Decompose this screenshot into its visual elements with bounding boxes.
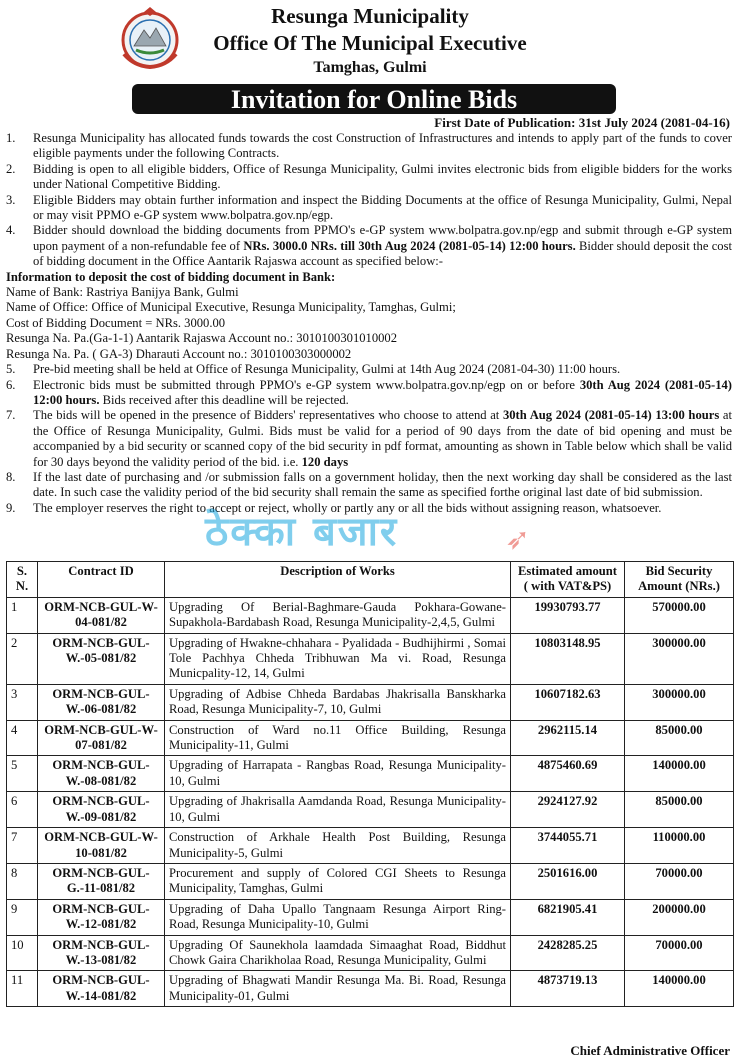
bank-line: Name of Bank: Rastriya Banijya Bank, Gulmi xyxy=(6,285,239,300)
bank-line: Name of Office: Office of Municipal Executive, Resunga Municipality, Tamghas, Gulmi; xyxy=(6,300,456,315)
cell-amt: 4873719.13 xyxy=(511,971,625,1007)
cell-desc: Upgrading of Hwakne-chhahara - Pyalidada - Budhijhirmi , Somai Tole Pachhya Chheda Tribhuwan Ma vi. Road, Resunga Municpality-12, 14, Gulmi xyxy=(165,633,511,684)
cell-desc: Upgrading of Bhagwati Mandir Resunga Ma. Bi. Road, Resunga Municipality-01, Gulmi xyxy=(165,971,511,1007)
watermark: ठेक्का बजार xyxy=(205,509,399,555)
cell-sn: 4 xyxy=(7,720,38,756)
cell-amt: 10607182.63 xyxy=(511,684,625,720)
cell-cid: ORM-NCB-GUL-W.-09-081/82 xyxy=(38,792,165,828)
cell-sn: 2 xyxy=(7,633,38,684)
notice-body xyxy=(6,131,732,516)
title-banner: Invitation for Online Bids xyxy=(132,84,616,114)
bank-line: Cost of Bidding Document = NRs. 3000.00 xyxy=(6,315,226,330)
table-row xyxy=(7,828,734,864)
table-row xyxy=(7,899,734,935)
cell-sec: 140000.00 xyxy=(625,971,734,1007)
list-item: 1. Resunga Municipality has allocated funds towards the cost Construction of Infrastructures and intends to apply part of the funds to cover eligible payments under the following Contracts. xyxy=(6,131,732,161)
table-header-row xyxy=(7,562,734,598)
cell-sec: 300000.00 xyxy=(625,684,734,720)
table-row xyxy=(7,756,734,792)
cell-cid: ORM-NCB-GUL-W-07-081/82 xyxy=(38,720,165,756)
cell-sec: 70000.00 xyxy=(625,863,734,899)
cell-sec: 70000.00 xyxy=(625,935,734,971)
cell-cid: ORM-NCB-GUL-W.-05-081/82 xyxy=(38,633,165,684)
table-row xyxy=(7,792,734,828)
cell-sec: 300000.00 xyxy=(625,633,734,684)
cell-desc: Upgrading of Jhakrisalla Aamdanda Road, Resunga Municipality-10, Gulmi xyxy=(165,792,511,828)
list-item: 4. Bidder should download the bidding documents from PPMO's e-GP system www.bolpatra.gov.np/egp and submit through e-GP system upon payment of a non-refundable fee of NRs. 3000.0 NRs. till 30th Aug 2024 (2081-05-14) 12:00 hours. Bidder should deposit the cost of bidding document in the Office Aantarik Rajaswa account as specified below:- xyxy=(6,223,733,269)
col-estimated-amount: Estimated amount ( with VAT&PS) xyxy=(511,562,625,598)
list-item: 5. Pre-bid meeting shall be held at Office of Resunga Municipality, Gulmi at 14th Aug 2024 (2081-04-30) 11:00 hours. xyxy=(6,362,621,377)
cell-amt: 4875460.69 xyxy=(511,756,625,792)
cell-sn: 6 xyxy=(7,792,38,828)
cell-desc: Procurement and supply of Colored CGI Sheets to Resunga Municipality, Tamghas, Gulmi xyxy=(165,863,511,899)
cell-desc: Upgrading of Adbise Chheda Bardabas Jhakrisalla Banskharka Road, Resunga Municipality-7, 10, Gulmi xyxy=(165,684,511,720)
cell-desc: Upgrading of Daha Upallo Tangnaam Resunga Airport Ring-Road, Resunga Municipality-10, Gulmi xyxy=(165,899,511,935)
cell-amt: 6821905.41 xyxy=(511,899,625,935)
cell-desc: Upgrading of Harrapata - Rangbas Road, Resunga Municipality-10, Gulmi xyxy=(165,756,511,792)
cell-cid: ORM-NCB-GUL-W.-06-081/82 xyxy=(38,684,165,720)
cell-cid: ORM-NCB-GUL-W.-08-081/82 xyxy=(38,756,165,792)
cell-sec: 85000.00 xyxy=(625,720,734,756)
cell-desc: Construction of Ward no.11 Office Building, Resunga Municipality-11, Gulmi xyxy=(165,720,511,756)
list-item: 2. Bidding is open to all eligible bidders, Office of Resunga Municipality, Gulmi invites electronic bids from eligible bidders for the works under National Competitive Bidding. xyxy=(6,161,732,192)
office-location: Tamghas, Gulmi xyxy=(313,59,427,76)
cell-sn: 10 xyxy=(7,935,38,971)
cell-sn: 1 xyxy=(7,597,38,633)
cell-sec: 570000.00 xyxy=(625,597,734,633)
list-item: 7. The bids will be opened in the presence of Bidders' representatives who choose to attend at 30th Aug 2024 (2081-05-14) 13:00 hours at the Office of Resunga Municipality, Gulmi. Bids must be valid for a period of 90 days from the date of bid opening and must be accompanied by a bid security or scanned copy of the bid security in pdf format, amounting as shown in Table below which shall be valid for 30 days beyond the validity period of the bid. i.e. 120 days xyxy=(6,408,732,469)
letterhead xyxy=(0,0,740,84)
cell-sn: 9 xyxy=(7,899,38,935)
cell-amt: 10803148.95 xyxy=(511,633,625,684)
cell-amt: 2924127.92 xyxy=(511,792,625,828)
cell-sn: 5 xyxy=(7,756,38,792)
cell-amt: 2501616.00 xyxy=(511,863,625,899)
list-item: 9. The employer reserves the right to accept or reject, wholly or partly any or all the bids without assigning reason, whatsoever. xyxy=(6,500,662,515)
cell-cid: ORM-NCB-GUL-W-10-081/82 xyxy=(38,828,165,864)
col-description: Description of Works xyxy=(165,562,511,598)
list-item: 6. Electronic bids must be submitted through PPMO's e-GP system www.bolpatra.gov.np/egp on or before 30th Aug 2024 (2081-05-14) 12:00 hours. Bids received after this deadline will be rejected. xyxy=(6,377,732,407)
cell-cid: ORM-NCB-GUL-W.-14-081/82 xyxy=(38,971,165,1007)
org-name: Resunga Municipality xyxy=(271,4,469,28)
cell-desc: Construction of Arkhale Health Post Building, Resunga Municipality-5, Gulmi xyxy=(165,828,511,864)
office-name: Office Of The Municipal Executive xyxy=(213,31,527,55)
cell-sn: 3 xyxy=(7,684,38,720)
cell-desc: Upgrading Of Saunekhola laamdada Simaaghat Road, Biddhut Chowk Gaira Charikholaa Road, Resunga Municipality, Gulmi xyxy=(165,935,511,971)
table-row xyxy=(7,935,734,971)
cell-amt: 19930793.77 xyxy=(511,597,625,633)
cell-sec: 110000.00 xyxy=(625,828,734,864)
cell-amt: 3744055.71 xyxy=(511,828,625,864)
cell-cid: ORM-NCB-GUL-W-04-081/82 xyxy=(38,597,165,633)
table-row xyxy=(7,684,734,720)
contracts-table xyxy=(6,561,734,1007)
table-row xyxy=(7,863,734,899)
bank-heading: Information to deposit the cost of bidding document in Bank: xyxy=(6,269,336,284)
col-bid-security: Bid Security Amount (NRs.) xyxy=(625,562,734,598)
cell-sn: 8 xyxy=(7,863,38,899)
table-row xyxy=(7,597,734,633)
cell-sec: 85000.00 xyxy=(625,792,734,828)
table-row xyxy=(7,720,734,756)
cell-desc: Upgrading Of Berial-Baghmare-Gauda Pokhara-Gowane-Supakhola-Bardabash Road, Resunga Municipality-2,4,5, Gulmi xyxy=(165,597,511,633)
cell-sn: 7 xyxy=(7,828,38,864)
cell-cid: ORM-NCB-GUL-W.-12-081/82 xyxy=(38,899,165,935)
signatory: Chief Administrative Officer xyxy=(570,1043,730,1058)
cell-cid: ORM-NCB-GUL-G.-11-081/82 xyxy=(38,863,165,899)
cell-sec: 200000.00 xyxy=(625,899,734,935)
bank-line: Resunga Na. Pa.(Ga-1-1) Aantarik Rajaswa Account no.: 3010100301010002 xyxy=(6,331,398,346)
cell-cid: ORM-NCB-GUL-W.-13-081/82 xyxy=(38,935,165,971)
cell-amt: 2428285.25 xyxy=(511,935,625,971)
table-row xyxy=(7,633,734,684)
list-item: 8. If the last date of purchasing and /or submission falls on a government holiday, then the next working day shall be considered as the last date. In such case the validity period of the bid security shall remain the same as specified forthe original last date of bid submission. xyxy=(6,469,732,500)
list-item: 3. Eligible Bidders may obtain further information and inspect the Bidding Documents at the office of Resunga Municipality, Gulmi, Nepal or may visit PPMO e-GP system www.bolpatra.gov.np/egp. xyxy=(6,192,732,223)
bank-line: Resunga Na. Pa. ( GA-3) Dharauti Account no.: 3010100303000002 xyxy=(6,346,352,361)
cell-sec: 140000.00 xyxy=(625,756,734,792)
watermark-arrow-icon: ➶ xyxy=(505,522,531,557)
col-contract-id: Contract ID xyxy=(38,562,165,598)
col-sn: S. N. xyxy=(7,562,38,598)
table-row xyxy=(7,971,734,1007)
publication-date: First Date of Publication: 31st July 2024 (2081-04-16) xyxy=(434,115,730,130)
cell-amt: 2962115.14 xyxy=(511,720,625,756)
cell-sn: 11 xyxy=(7,971,38,1007)
